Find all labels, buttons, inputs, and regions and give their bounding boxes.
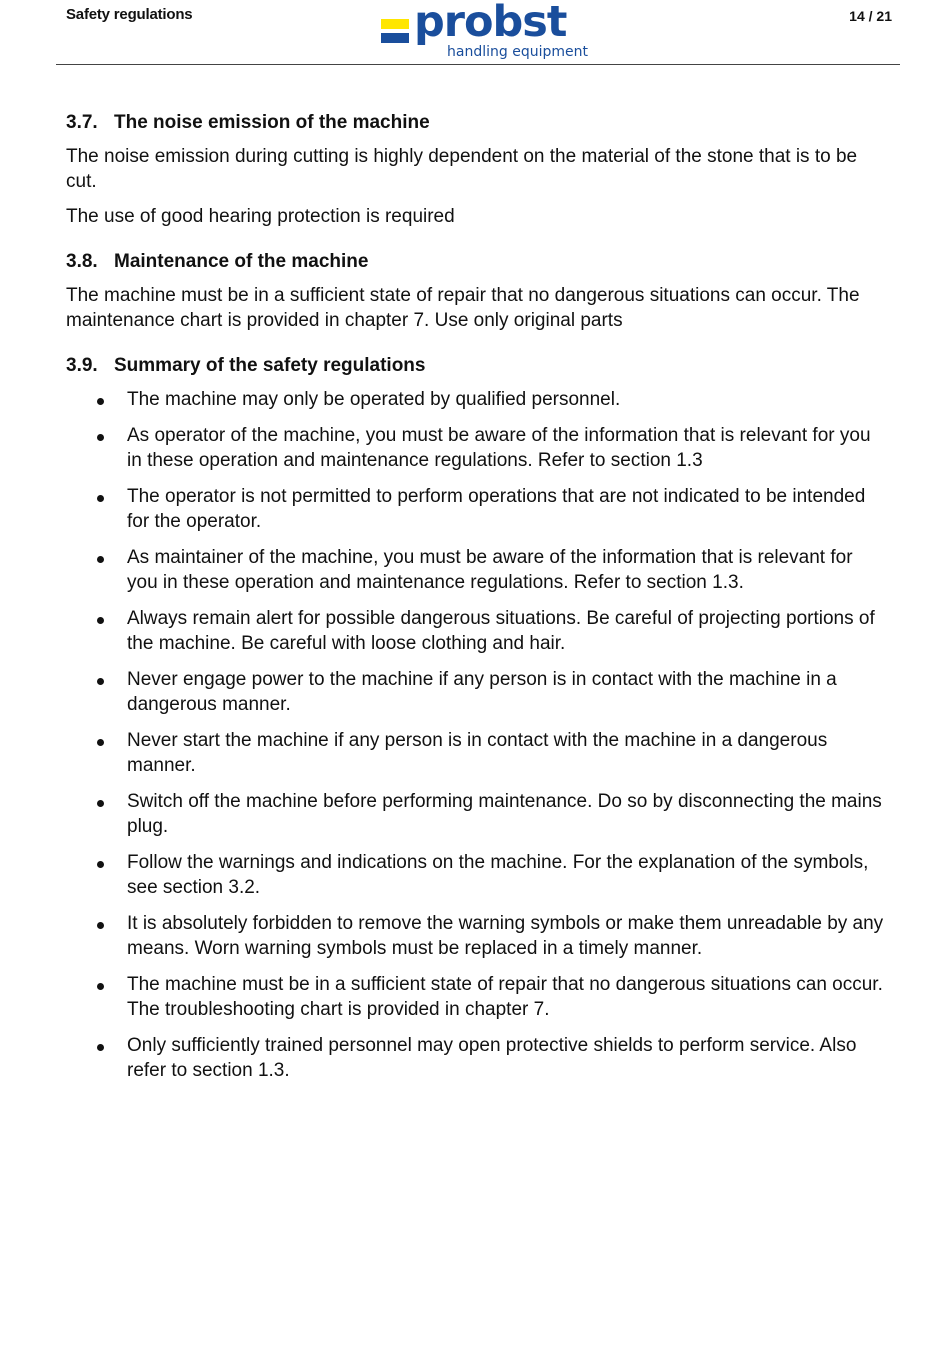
section-heading <box>66 110 886 135</box>
list-item <box>66 911 886 961</box>
page-number: 14 / 21 <box>849 8 892 24</box>
list-item-text: Always remain alert for possible dangerous situations. Be careful of projecting portions of the machine. Be careful with loose clothing and hair. <box>127 608 875 654</box>
list-item <box>66 484 886 534</box>
document-body <box>66 110 886 1094</box>
list-item <box>66 850 886 900</box>
safety-summary-list <box>66 387 886 1083</box>
section-heading <box>66 353 886 378</box>
bullet-icon <box>97 739 104 746</box>
header-title: Safety regulations <box>66 6 193 23</box>
header-divider <box>56 64 900 65</box>
list-item <box>66 606 886 656</box>
section-spacer <box>66 343 886 353</box>
paragraph: The machine must be in a sufficient state of repair that no dangerous situations can occur. The maintenance chart is provided in chapter 7. Use only original parts <box>66 285 860 331</box>
logo-blue-bar <box>381 33 409 43</box>
list-item-text: Never start the machine if any person is in contact with the machine in a dangerous manner. <box>127 730 828 776</box>
bullet-icon <box>97 922 104 929</box>
list-item-text: Follow the warnings and indications on the machine. For the explanation of the symbols, see section 3.2. <box>127 852 869 898</box>
section-spacer <box>66 239 886 249</box>
list-item <box>66 667 886 717</box>
logo-wordmark: probst <box>414 0 567 47</box>
bullet-icon <box>97 861 104 868</box>
section-number: 3.9. <box>66 355 98 376</box>
list-item-text: As maintainer of the machine, you must be aware of the information that is relevant for you in these operation and maintenance regulations. Refer to section 1.3. <box>127 547 853 593</box>
bullet-icon <box>97 556 104 563</box>
logo-yellow-bar <box>381 19 409 29</box>
section-number: 3.7. <box>66 112 98 133</box>
list-item <box>66 972 886 1022</box>
list-item-text: Never engage power to the machine if any person is in contact with the machine in a dangerous manner. <box>127 669 837 715</box>
bullet-icon <box>97 1044 104 1051</box>
list-item-text: As operator of the machine, you must be aware of the information that is relevant for you in these operation and maintenance regulations. Refer to section 1.3 <box>127 425 871 471</box>
probst-logo <box>380 0 600 64</box>
list-item-text: Only sufficiently trained personnel may open protective shields to perform service. Also refer to section 1.3. <box>127 1035 857 1081</box>
bullet-icon <box>97 617 104 624</box>
list-item-text: The machine must be in a sufficient state of repair that no dangerous situations can occur. The troubleshooting chart is provided in chapter 7. <box>127 974 883 1020</box>
bullet-icon <box>97 983 104 990</box>
list-item-text: The operator is not permitted to perform operations that are not indicated to be intended for the operator. <box>127 486 866 532</box>
section-3-8 <box>66 249 886 333</box>
bullet-icon <box>97 800 104 807</box>
paragraph: The noise emission during cutting is highly dependent on the material of the stone that is to be cut. <box>66 146 858 192</box>
list-item <box>66 545 886 595</box>
list-item <box>66 1033 886 1083</box>
bullet-icon <box>97 398 104 405</box>
list-item <box>66 423 886 473</box>
list-item <box>66 789 886 839</box>
bullet-icon <box>97 495 104 502</box>
section-heading <box>66 249 886 274</box>
section-title: Maintenance of the machine <box>114 251 369 272</box>
section-3-7 <box>66 110 886 229</box>
list-item-text: Switch off the machine before performing maintenance. Do so by disconnecting the mains plug. <box>127 791 882 837</box>
paragraph: The use of good hearing protection is required <box>66 206 455 227</box>
list-item-text: It is absolutely forbidden to remove the warning symbols or make them unreadable by any means. Worn warning symbols must be replaced in a timely manner. <box>127 913 884 959</box>
logo-tagline: handling equipment <box>447 44 588 60</box>
section-number: 3.8. <box>66 251 98 272</box>
section-title: Summary of the safety regulations <box>114 355 426 376</box>
bullet-icon <box>97 678 104 685</box>
list-item-text: The machine may only be operated by qualified personnel. <box>127 389 621 410</box>
list-item <box>66 387 886 412</box>
list-item <box>66 728 886 778</box>
section-3-9 <box>66 353 886 1083</box>
section-title: The noise emission of the machine <box>114 112 430 133</box>
bullet-icon <box>97 434 104 441</box>
